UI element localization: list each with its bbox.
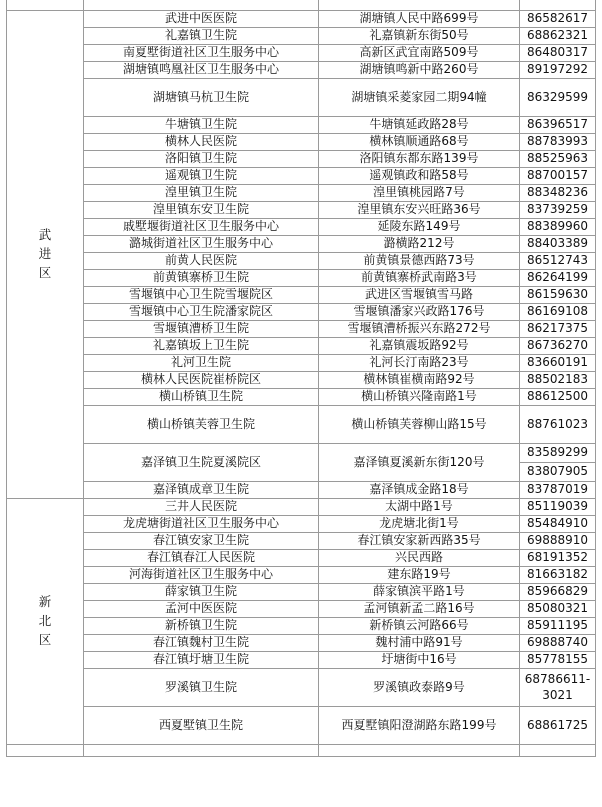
- district-cell-wujin: [7, 11, 84, 499]
- phone-cell: 86329599: [520, 79, 596, 117]
- hospital-name-cell: 薛家镇卫生院: [84, 584, 319, 601]
- bottom-cut-phone: [520, 745, 596, 757]
- table-body: [7, 0, 596, 757]
- phone-cell: 86217375: [520, 321, 596, 338]
- phone-cell: 85484910: [520, 516, 596, 533]
- address-cell: 罗溪镇政泰路9号: [319, 669, 520, 707]
- table-row: [7, 270, 596, 287]
- hospital-name-cell: 湖塘镇马杭卫生院: [84, 79, 319, 117]
- phone-cell: 86480317: [520, 45, 596, 62]
- address-cell: 孟河镇新孟二路16号: [319, 601, 520, 618]
- table-row: [7, 62, 596, 79]
- hospital-name-cell: 嘉泽镇卫生院夏溪院区: [84, 444, 319, 482]
- table-row: [7, 134, 596, 151]
- address-cell: 薛家镇滨平路1号: [319, 584, 520, 601]
- phone-cell: 86169108: [520, 304, 596, 321]
- address-cell: 兴民西路: [319, 550, 520, 567]
- address-cell: 横林镇顺通路68号: [319, 134, 520, 151]
- table-row: [7, 499, 596, 516]
- table-row: [7, 151, 596, 168]
- hospital-name-cell: 雪堰镇中心卫生院潘家院区: [84, 304, 319, 321]
- hospital-name-cell: 春江镇春江人民医院: [84, 550, 319, 567]
- hospital-name-cell: 南夏墅街道社区卫生服务中心: [84, 45, 319, 62]
- table-row: [7, 236, 596, 253]
- hospital-name-cell: 武进中医医院: [84, 11, 319, 28]
- hospital-name-cell: 横林人民医院: [84, 134, 319, 151]
- district-char: 区: [38, 631, 52, 647]
- table-row: [7, 482, 596, 499]
- table-row: [7, 601, 596, 618]
- district-char: 武: [38, 227, 52, 243]
- table-row: [7, 45, 596, 62]
- top-cut-phone: [520, 0, 596, 11]
- hospital-name-cell: 春江镇圩塘卫生院: [84, 652, 319, 669]
- address-cell: 雪堰镇漕桥振兴东路272号: [319, 321, 520, 338]
- address-cell: 前黄镇景德西路73号: [319, 253, 520, 270]
- hospital-name-cell: 横山桥镇卫生院: [84, 389, 319, 406]
- phone-cell: 83589299: [520, 444, 596, 463]
- table-row: [7, 168, 596, 185]
- phone-cell: 88783993: [520, 134, 596, 151]
- address-cell: 龙虎塘北街1号: [319, 516, 520, 533]
- hospital-name-cell: 雪堰镇漕桥卫生院: [84, 321, 319, 338]
- phone-cell: 83660191: [520, 355, 596, 372]
- table-row: [7, 287, 596, 304]
- phone-cell: 85080321: [520, 601, 596, 618]
- hospital-name-cell: 湖塘镇鸣凰社区卫生服务中心: [84, 62, 319, 79]
- table-row: [7, 567, 596, 584]
- hospital-name-cell: 洛阳镇卫生院: [84, 151, 319, 168]
- hospital-name-cell: 礼嘉镇卫生院: [84, 28, 319, 45]
- hospital-directory-table: [6, 0, 596, 757]
- bottom-cut-address: [319, 745, 520, 757]
- hospital-name-cell: 横林人民医院崔桥院区: [84, 372, 319, 389]
- address-cell: 嘉泽镇成金路18号: [319, 482, 520, 499]
- address-cell: 湖塘镇采菱家园二期94幢: [319, 79, 520, 117]
- table-row: [7, 117, 596, 134]
- district-char: 区: [38, 264, 52, 280]
- table-row: [7, 389, 596, 406]
- table-row: [7, 338, 596, 355]
- table-row: [7, 304, 596, 321]
- district-cell-xinbei: [7, 499, 84, 745]
- phone-cell: 68191352: [520, 550, 596, 567]
- phone-cell: 83807905: [520, 463, 596, 482]
- table-row: [7, 707, 596, 745]
- address-cell: 春江镇安家新西路35号: [319, 533, 520, 550]
- hospital-name-cell: 礼河卫生院: [84, 355, 319, 372]
- address-cell: 武进区雪堰镇雪马路: [319, 287, 520, 304]
- bottom-cut-name: [84, 745, 319, 757]
- hospital-name-cell: 横山桥镇芙蓉卫生院: [84, 406, 319, 444]
- address-cell: 洛阳镇东都东路139号: [319, 151, 520, 168]
- table-row: [7, 618, 596, 635]
- hospital-name-cell: 雪堰镇中心卫生院雪堰院区: [84, 287, 319, 304]
- table-row: [7, 185, 596, 202]
- address-cell: 横山桥镇芙蓉柳山路15号: [319, 406, 520, 444]
- hospital-name-cell: 牛塘镇卫生院: [84, 117, 319, 134]
- table-row: [7, 635, 596, 652]
- address-cell: 湖塘镇鸣新中路260号: [319, 62, 520, 79]
- hospital-name-cell: 春江镇魏村卫生院: [84, 635, 319, 652]
- address-cell: 湟里镇东安兴旺路36号: [319, 202, 520, 219]
- table-row: [7, 372, 596, 389]
- phone-cell: 85778155: [520, 652, 596, 669]
- table-row: [7, 28, 596, 45]
- address-cell: 横林镇崔横南路92号: [319, 372, 520, 389]
- phone-cell: 86264199: [520, 270, 596, 287]
- phone-cell: 86396517: [520, 117, 596, 134]
- bottom-cut-district: [7, 745, 84, 757]
- table-row: [7, 516, 596, 533]
- phone-cell: 85119039: [520, 499, 596, 516]
- phone-cell: 88389960: [520, 219, 596, 236]
- phone-cell: 88612500: [520, 389, 596, 406]
- table-row: [7, 202, 596, 219]
- address-cell: 湖塘镇人民中路699号: [319, 11, 520, 28]
- hospital-name-cell: 三井人民医院: [84, 499, 319, 516]
- address-cell: 礼嘉镇新东街50号: [319, 28, 520, 45]
- phone-cell: 86512743: [520, 253, 596, 270]
- address-cell: 湟里镇桃园路7号: [319, 185, 520, 202]
- top-cut-name: [84, 0, 319, 11]
- phone-cell: 68861725: [520, 707, 596, 745]
- phone-cell: 86159630: [520, 287, 596, 304]
- phone-cell: 88761023: [520, 406, 596, 444]
- bottom-cut-row: [7, 745, 596, 757]
- district-char: 北: [38, 613, 52, 629]
- address-cell: 礼嘉镇震坂路92号: [319, 338, 520, 355]
- hospital-name-cell: 湟里镇东安卫生院: [84, 202, 319, 219]
- top-cut-district: [7, 0, 84, 11]
- address-cell: 前黄镇寨桥武南路3号: [319, 270, 520, 287]
- hospital-name-cell: 戚墅堰街道社区卫生服务中心: [84, 219, 319, 236]
- phone-cell: 88525963: [520, 151, 596, 168]
- phone-cell: 89197292: [520, 62, 596, 79]
- table-row: [7, 584, 596, 601]
- phone-cell: 85911195: [520, 618, 596, 635]
- table-row: [7, 253, 596, 270]
- address-cell: 雪堰镇潘家兴政路176号: [319, 304, 520, 321]
- table-row: [7, 669, 596, 707]
- phone-cell: 86736270: [520, 338, 596, 355]
- phone-cell: 69888740: [520, 635, 596, 652]
- address-cell: 横山桥镇兴隆南路1号: [319, 389, 520, 406]
- hospital-name-cell: 龙虎塘街道社区卫生服务中心: [84, 516, 319, 533]
- table-row: [7, 444, 596, 463]
- phone-cell: 69888910: [520, 533, 596, 550]
- address-cell: 太湖中路1号: [319, 499, 520, 516]
- table-row: [7, 219, 596, 236]
- hospital-name-cell: 罗溪镇卫生院: [84, 669, 319, 707]
- top-cut-row: [7, 0, 596, 11]
- phone-cell: 68862321: [520, 28, 596, 45]
- phone-cell: 68786611-3021: [520, 669, 596, 707]
- hospital-name-cell: 遥观镇卫生院: [84, 168, 319, 185]
- address-cell: 魏村浦中路91号: [319, 635, 520, 652]
- hospital-name-cell: 孟河中医医院: [84, 601, 319, 618]
- hospital-name-cell: 新桥镇卫生院: [84, 618, 319, 635]
- address-cell: 遥观镇政和路58号: [319, 168, 520, 185]
- district-char: 新: [38, 594, 52, 610]
- table-row: [7, 652, 596, 669]
- hospital-name-cell: 潞城街道社区卫生服务中心: [84, 236, 319, 253]
- table-row: [7, 11, 596, 28]
- phone-cell: 85966829: [520, 584, 596, 601]
- table-row: [7, 79, 596, 117]
- phone-cell: 88700157: [520, 168, 596, 185]
- address-cell: 建东路19号: [319, 567, 520, 584]
- district-cell-wujin-label: [7, 226, 83, 282]
- phone-cell: 88348236: [520, 185, 596, 202]
- phone-cell: 83787019: [520, 482, 596, 499]
- phone-cell: 86582617: [520, 11, 596, 28]
- hospital-name-cell: 前黄镇寨桥卫生院: [84, 270, 319, 287]
- address-cell: 高新区武宜南路509号: [319, 45, 520, 62]
- address-cell: 礼河长汀南路23号: [319, 355, 520, 372]
- hospital-name-cell: 西夏墅镇卫生院: [84, 707, 319, 745]
- district-cell-xinbei-label: [7, 593, 83, 649]
- hospital-name-cell: 河海街道社区卫生服务中心: [84, 567, 319, 584]
- address-cell: 新桥镇云河路66号: [319, 618, 520, 635]
- table-row: [7, 355, 596, 372]
- address-cell: 牛塘镇延政路28号: [319, 117, 520, 134]
- table-row: [7, 321, 596, 338]
- hospital-name-cell: 礼嘉镇坂上卫生院: [84, 338, 319, 355]
- top-cut-address: [319, 0, 520, 11]
- district-char: 进: [38, 246, 52, 262]
- phone-cell: 83739259: [520, 202, 596, 219]
- table-row: [7, 406, 596, 444]
- address-cell: 圩塘街中16号: [319, 652, 520, 669]
- address-cell: 延陵东路149号: [319, 219, 520, 236]
- address-cell: 嘉泽镇夏溪新东街120号: [319, 444, 520, 482]
- phone-cell: 88403389: [520, 236, 596, 253]
- table-row: [7, 550, 596, 567]
- address-cell: 潞横路212号: [319, 236, 520, 253]
- hospital-name-cell: 嘉泽镇成章卫生院: [84, 482, 319, 499]
- phone-cell: 88502183: [520, 372, 596, 389]
- hospital-name-cell: 前黄人民医院: [84, 253, 319, 270]
- hospital-name-cell: 湟里镇卫生院: [84, 185, 319, 202]
- hospital-name-cell: 春江镇安家卫生院: [84, 533, 319, 550]
- address-cell: 西夏墅镇阳澄湖路东路199号: [319, 707, 520, 745]
- table-row: [7, 533, 596, 550]
- phone-cell: 81663182: [520, 567, 596, 584]
